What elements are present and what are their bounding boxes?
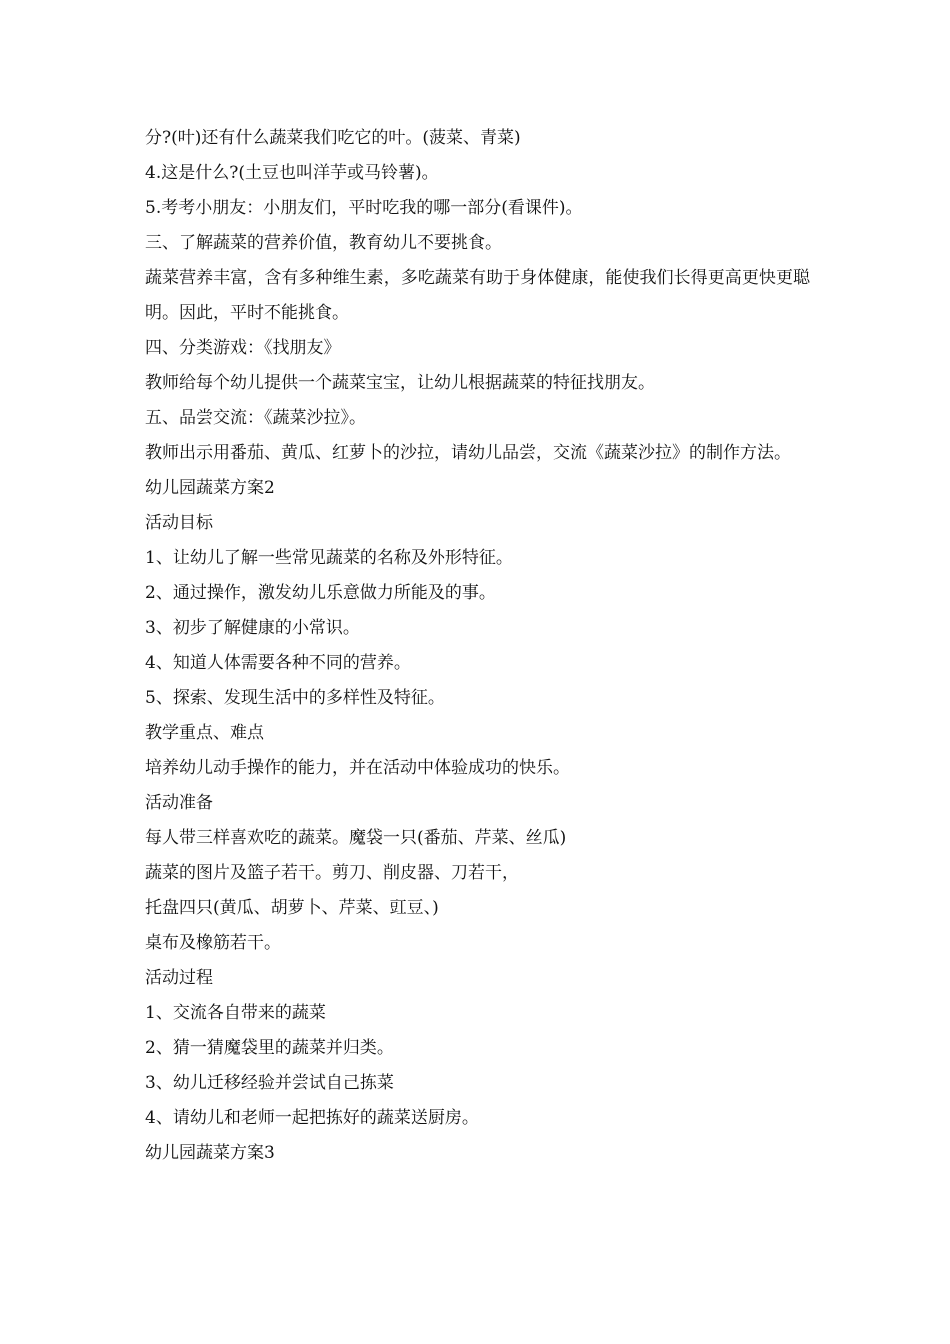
list-item: 1、交流各自带来的蔬菜: [145, 1003, 326, 1023]
section-heading: 三、了解蔬菜的营养价值，教育幼儿不要挑食。: [145, 233, 502, 253]
list-item: 2、通过操作，激发幼儿乐意做力所能及的事。: [145, 583, 496, 603]
document-body: [145, 121, 810, 1171]
list-item: 5、探索、发现生活中的多样性及特征。: [145, 688, 445, 708]
section-heading: 四、分类游戏：《找朋友》: [145, 338, 341, 358]
paragraph-line: 托盘四只(黄瓜、胡萝卜、芹菜、豇豆、): [145, 898, 439, 918]
paragraph-line: 培养幼儿动手操作的能力，并在活动中体验成功的快乐。: [145, 758, 570, 778]
document-title: 幼儿园蔬菜方案2: [145, 478, 275, 498]
paragraph-line: 分?(叶)还有什么蔬菜我们吃它的叶。(菠菜、青菜): [145, 128, 521, 148]
list-item: 4、请幼儿和老师一起把拣好的蔬菜送厨房。: [145, 1108, 479, 1128]
section-heading: 五、品尝交流：《蔬菜沙拉》。: [145, 408, 366, 428]
list-item: 3、初步了解健康的小常识。: [145, 618, 360, 638]
paragraph-line: 桌布及橡筋若干。: [145, 933, 281, 953]
paragraph-line: 教师给每个幼儿提供一个蔬菜宝宝，让幼儿根据蔬菜的特征找朋友。: [145, 373, 655, 393]
list-item: 1、让幼儿了解一些常见蔬菜的名称及外形特征。: [145, 548, 513, 568]
paragraph-line: 蔬菜营养丰富，含有多种维生素，多吃蔬菜有助于身体健康，能使我们长得更高更快更聪明。因此，平时不能挑食。: [145, 268, 810, 323]
section-heading: 教学重点、难点: [145, 723, 264, 743]
section-heading: 活动目标: [145, 513, 213, 533]
paragraph-line: 每人带三样喜欢吃的蔬菜。魔袋一只(番茄、芹菜、丝瓜): [145, 828, 567, 848]
paragraph-line: 5.考考小朋友：小朋友们，平时吃我的哪一部分(看课件)。: [145, 198, 583, 218]
list-item: 4、知道人体需要各种不同的营养。: [145, 653, 411, 673]
document-title: 幼儿园蔬菜方案3: [145, 1143, 275, 1163]
paragraph-line: 教师出示用番茄、黄瓜、红萝卜的沙拉，请幼儿品尝，交流《蔬菜沙拉》的制作方法。: [145, 443, 791, 463]
list-item: 3、幼儿迁移经验并尝试自己拣菜: [145, 1073, 394, 1093]
section-heading: 活动过程: [145, 968, 213, 988]
section-heading: 活动准备: [145, 793, 213, 813]
paragraph-line: 4.这是什么?(土豆也叫洋芋或马铃薯)。: [145, 163, 439, 183]
list-item: 2、猜一猜魔袋里的蔬菜并归类。: [145, 1038, 394, 1058]
paragraph-line: 蔬菜的图片及篮子若干。剪刀、削皮器、刀若干，: [145, 863, 519, 883]
